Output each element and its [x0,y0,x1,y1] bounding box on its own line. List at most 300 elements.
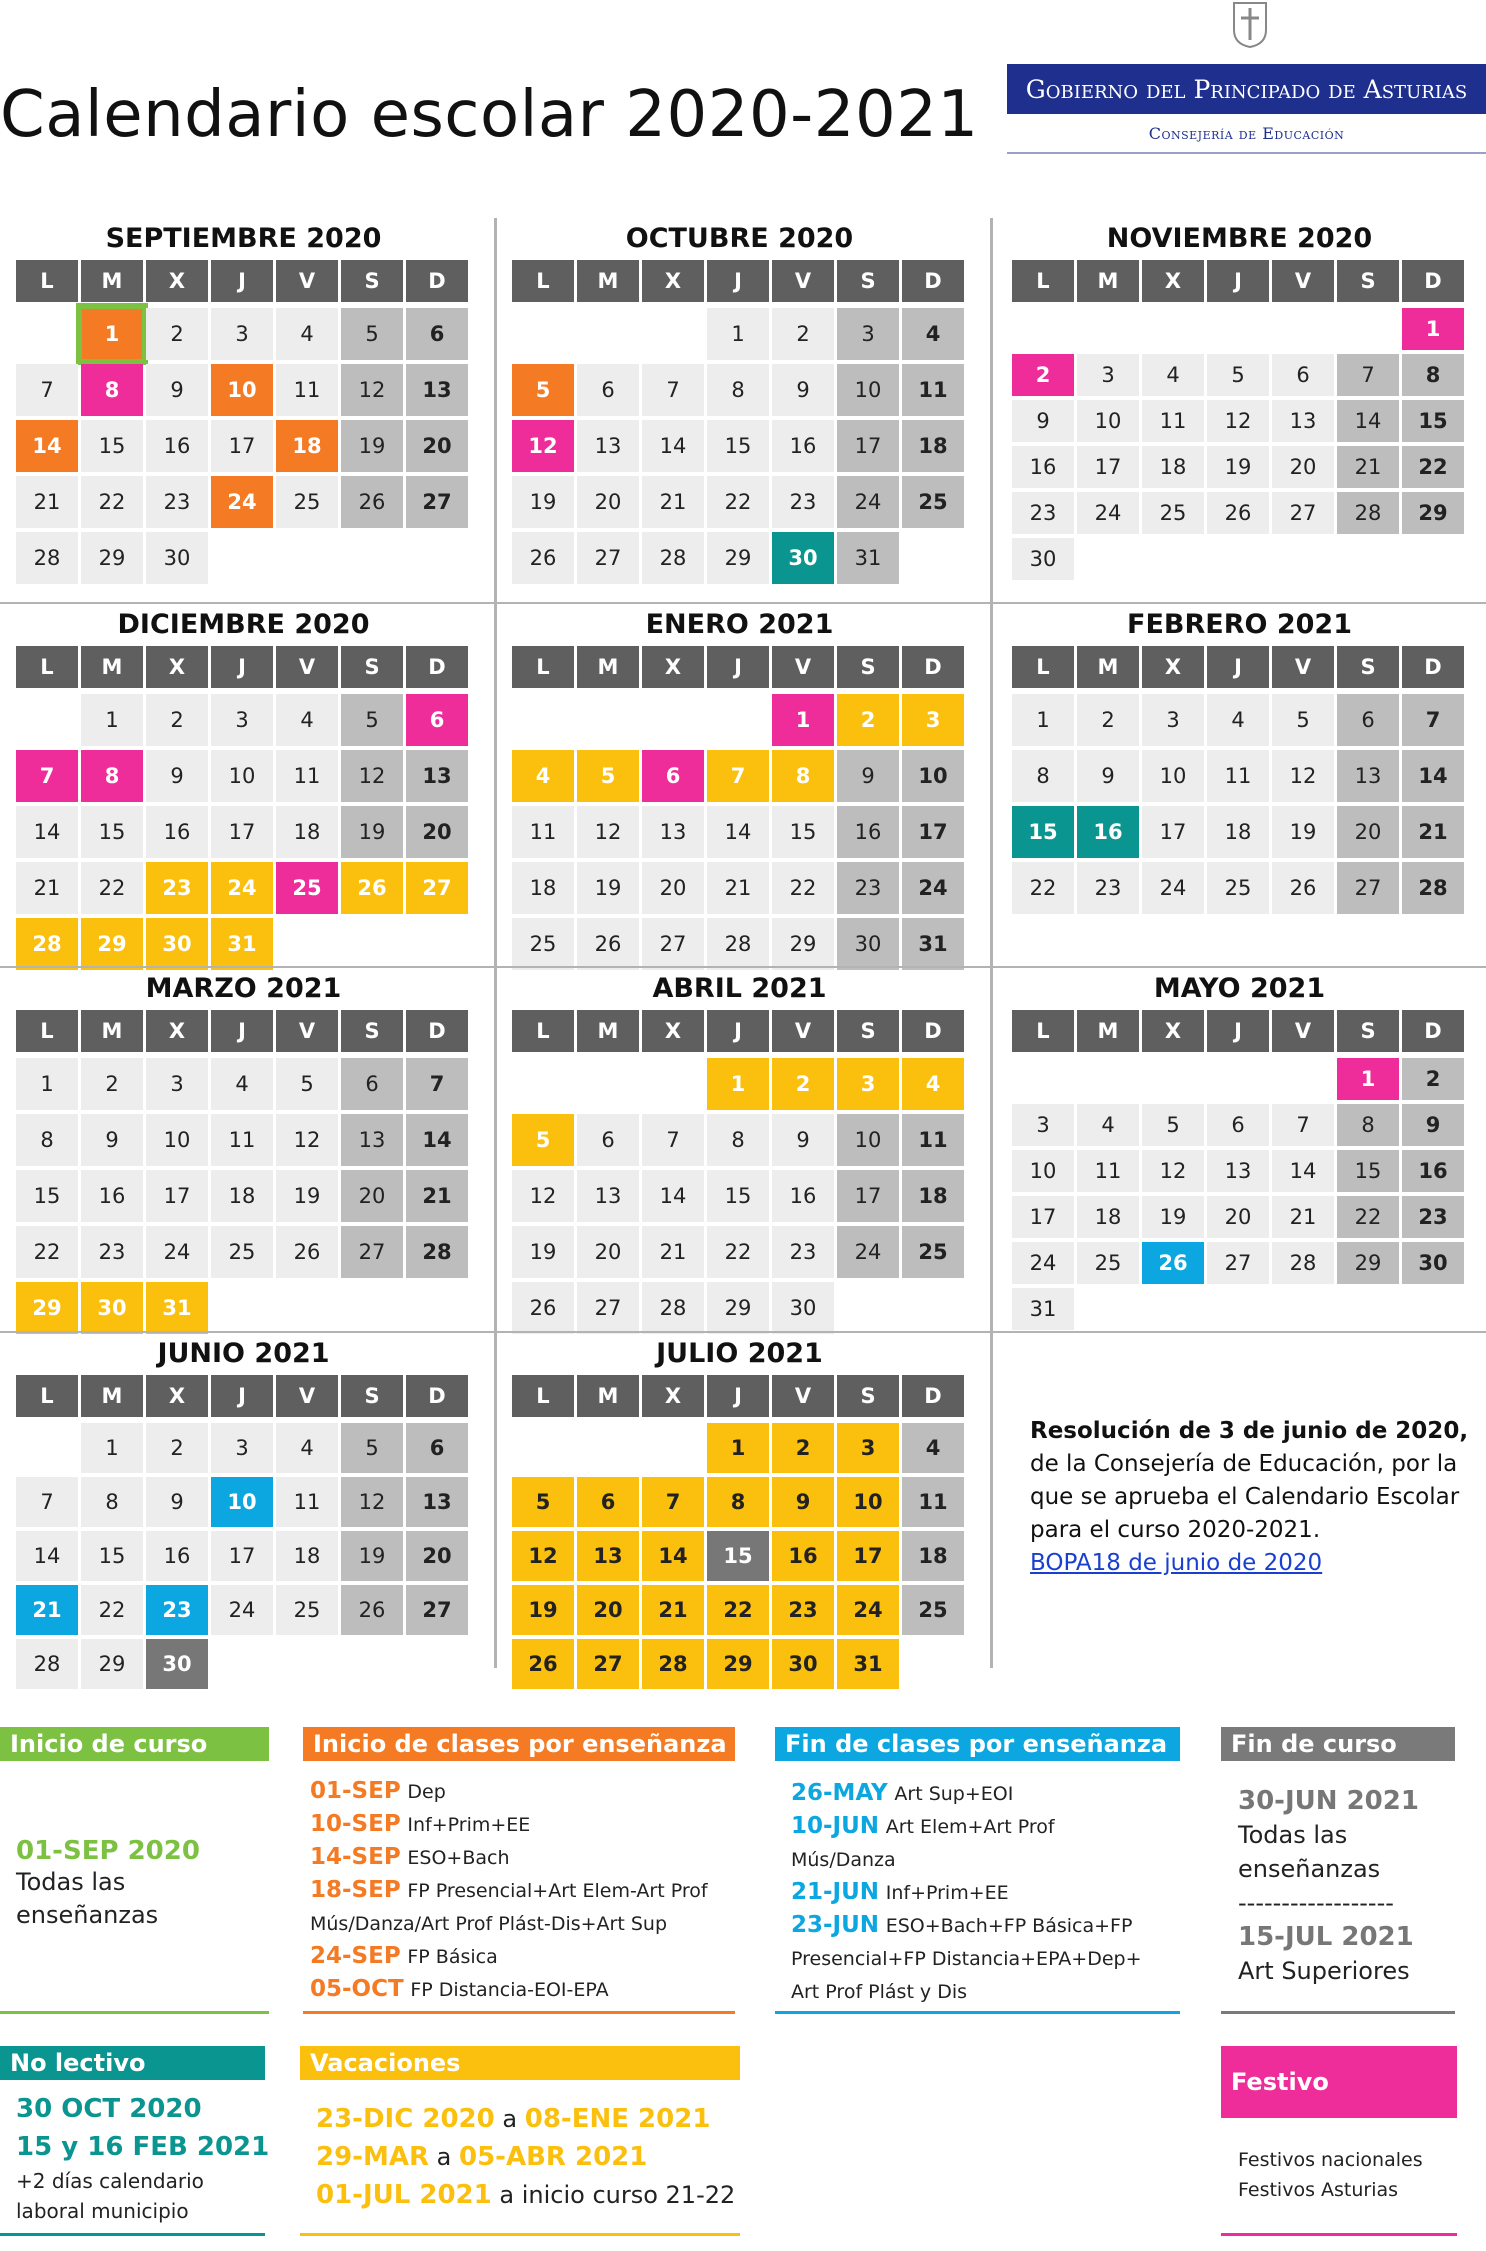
day-cell: 17 [211,420,273,472]
legend-fin-curso-head: Fin de curso [1221,1727,1455,1761]
weekday-header: J [707,1010,769,1052]
day-cell: 19 [341,806,403,858]
day-cell: 22 [81,476,143,528]
weekday-header: S [1337,1010,1399,1052]
day-cell: 12 [1207,400,1269,442]
day-cell: 3 [1142,694,1204,746]
day-cell: 20 [1337,806,1399,858]
weekday-header: V [772,1010,834,1052]
day-cell: 30 [146,918,208,970]
day-cell: 30 [1402,1242,1464,1284]
legend-desc: Art Prof Plást y Dis [791,1981,968,2003]
legend-inicio-clases-line [303,2011,735,2014]
weekday-header: D [406,260,468,302]
weekday-header: J [211,260,273,302]
day-cell: 25 [1077,1242,1139,1284]
day-cell: 1 [1402,308,1464,350]
bopa-link[interactable]: BOPA18 de junio de 2020 [1030,1550,1323,1576]
vacaciones-date2a: 29-MAR [316,2142,429,2172]
legend-vacaciones-line [300,2233,740,2236]
weekday-header: V [1272,646,1334,688]
day-cell: 19 [577,862,639,914]
day-cell: 29 [81,918,143,970]
weekday-header: D [1402,646,1464,688]
legend-fin-curso-line [1221,2011,1455,2014]
day-cell: 10 [837,364,899,416]
day-cell: 13 [577,1531,639,1581]
fin-curso-text1: Todas las [1238,1821,1348,1849]
day-cell: 11 [902,364,964,416]
weekday-header: D [406,1010,468,1052]
day-cell: 29 [81,532,143,584]
day-cell: 11 [512,806,574,858]
day-cell: 16 [772,420,834,472]
day-cell: 15 [81,806,143,858]
day-cell: 19 [512,1226,574,1278]
legend-desc: Mús/Danza/Art Prof Plást-Dis+Art Sup [310,1913,668,1935]
weekday-header: S [837,1375,899,1417]
legend-fin-clases-head: Fin de clases por enseñanza [775,1727,1180,1761]
day-cell: 27 [1337,862,1399,914]
day-cell: 31 [837,1639,899,1689]
weekday-header: J [707,1375,769,1417]
day-cell: 16 [1012,446,1074,488]
day-cell: 1 [772,694,834,746]
inicio-curso-text1: Todas las [16,1868,126,1896]
day-cell: 19 [1272,806,1334,858]
month-title: DICIEMBRE 2020 [117,609,370,640]
weekday-header: D [902,646,964,688]
day-cell: 5 [276,1058,338,1110]
day-cell: 9 [772,1477,834,1527]
legend-list-row [791,1975,1142,2008]
day-cell: 1 [16,1058,78,1110]
day-cell: 12 [341,750,403,802]
day-cell: 14 [1272,1150,1334,1192]
grid-divider [0,602,1486,604]
day-cell: 31 [1012,1288,1074,1330]
no-lectivo-date1: 30 OCT 2020 [16,2094,202,2124]
day-cell: 7 [406,1058,468,1110]
day-cell: 21 [1272,1196,1334,1238]
weekday-header: D [406,646,468,688]
day-cell: 8 [81,1477,143,1527]
day-cell: 13 [1207,1150,1269,1192]
legend-inicio-curso-line [0,2011,269,2014]
fin-curso-date2: 15-JUL 2021 [1238,1922,1414,1952]
weekday-header: J [211,646,273,688]
day-cell: 8 [772,750,834,802]
legend-inicio-curso-head: Inicio de curso [0,1727,269,1761]
day-cell: 18 [1142,446,1204,488]
day-cell: 4 [902,308,964,360]
day-cell: 6 [406,1423,468,1473]
legend-desc: ESO+Bach+FP Básica+FP [885,1915,1133,1937]
day-cell: 2 [837,694,899,746]
day-cell: 16 [146,1531,208,1581]
fin-curso-text3: Art Superiores [1238,1957,1410,1985]
day-cell: 22 [81,1585,143,1635]
legend-date: 18-SEP [310,1877,401,1903]
day-cell: 28 [1272,1242,1334,1284]
day-cell: 24 [837,1226,899,1278]
day-cell: 4 [276,694,338,746]
day-cell: 5 [577,750,639,802]
day-cell: 25 [276,1585,338,1635]
day-cell: 10 [837,1114,899,1166]
day-cell: 15 [707,420,769,472]
day-cell: 22 [1402,446,1464,488]
day-cell: 27 [406,862,468,914]
header-divider [1007,152,1486,154]
day-cell: 27 [577,1639,639,1689]
day-cell: 10 [146,1114,208,1166]
day-cell: 27 [1272,492,1334,534]
weekday-header: X [146,260,208,302]
day-cell: 13 [406,750,468,802]
day-cell: 23 [772,1226,834,1278]
day-cell: 14 [642,1531,704,1581]
weekday-header: S [341,260,403,302]
day-cell: 16 [772,1531,834,1581]
month-title: JULIO 2021 [656,1338,823,1369]
day-cell: 2 [772,1423,834,1473]
day-cell: 17 [146,1170,208,1222]
day-cell: 2 [1402,1058,1464,1100]
day-cell: 1 [81,1423,143,1473]
weekday-header: D [1402,260,1464,302]
weekday-header: L [16,260,78,302]
weekday-header: J [1207,1010,1269,1052]
day-cell: 24 [1142,862,1204,914]
weekday-header: D [406,1375,468,1417]
day-cell: 15 [772,806,834,858]
day-cell: 2 [1012,354,1074,396]
weekday-header: X [642,1375,704,1417]
festivo-text1: Festivos nacionales [1238,2149,1423,2171]
day-cell: 13 [642,806,704,858]
weekday-header: X [1142,646,1204,688]
day-cell: 18 [276,806,338,858]
legend-festivo-line [1221,2233,1457,2236]
day-cell: 8 [707,364,769,416]
day-cell: 26 [1142,1242,1204,1284]
day-cell: 24 [1012,1242,1074,1284]
legend-date: 26-MAY [791,1780,888,1806]
vacaciones-date1b: 08-ENE 2021 [524,2104,711,2134]
day-cell: 18 [276,1531,338,1581]
day-cell: 19 [276,1170,338,1222]
weekday-header: L [1012,646,1074,688]
day-cell: 6 [406,694,468,746]
weekday-header: X [146,646,208,688]
day-cell: 11 [276,750,338,802]
day-cell: 23 [81,1226,143,1278]
vacaciones-text3: a inicio curso 21-22 [499,2181,736,2209]
day-cell: 15 [707,1531,769,1581]
day-cell: 16 [146,806,208,858]
day-cell: 15 [1012,806,1074,858]
day-cell: 28 [16,918,78,970]
day-cell: 10 [902,750,964,802]
weekday-header: V [772,1375,834,1417]
vacaciones-row1 [316,2100,735,2138]
day-cell: 4 [512,750,574,802]
weekday-header: L [16,1010,78,1052]
day-cell: 9 [837,750,899,802]
day-cell: 21 [642,476,704,528]
day-cell: 9 [146,364,208,416]
day-cell: 6 [1207,1104,1269,1146]
month-title: ABRIL 2021 [652,973,827,1004]
day-cell: 13 [341,1114,403,1166]
day-cell: 10 [211,364,273,416]
weekday-header: L [512,646,574,688]
legend-inicio-curso [0,1727,269,1761]
day-cell: 15 [81,1531,143,1581]
day-cell: 29 [707,1282,769,1334]
day-cell: 7 [642,364,704,416]
day-cell: 19 [1142,1196,1204,1238]
day-cell: 20 [577,476,639,528]
day-cell: 11 [902,1477,964,1527]
day-cell: 21 [1337,446,1399,488]
day-cell: 28 [642,1282,704,1334]
day-cell: 5 [341,1423,403,1473]
day-cell: 16 [1402,1150,1464,1192]
month-title: MARZO 2021 [145,973,342,1004]
weekday-header: S [837,646,899,688]
weekday-header: J [707,260,769,302]
day-cell: 19 [341,1531,403,1581]
weekday-header: X [642,646,704,688]
legend-list-row [310,1775,708,1808]
day-cell: 3 [837,1058,899,1110]
month-title: NOVIEMBRE 2020 [1106,223,1373,254]
legend-no-lectivo-head: No lectivo [0,2046,265,2080]
legend-list-row [310,1874,708,1907]
legend-date: 01-SEP [310,1778,401,1804]
day-cell: 8 [1402,354,1464,396]
legend-list-row [791,1876,1142,1909]
day-cell: 31 [837,532,899,584]
day-cell: 24 [211,1585,273,1635]
day-cell: 18 [1207,806,1269,858]
day-cell: 26 [276,1226,338,1278]
day-cell: 16 [1077,806,1139,858]
day-cell: 22 [81,862,143,914]
weekday-header: V [276,646,338,688]
weekday-header: X [146,1010,208,1052]
weekday-header: V [772,646,834,688]
day-cell: 26 [1207,492,1269,534]
day-cell: 14 [707,806,769,858]
weekday-header: J [211,1375,273,1417]
day-cell: 10 [211,1477,273,1527]
day-cell: 4 [902,1423,964,1473]
day-cell: 21 [16,1585,78,1635]
day-cell: 11 [276,364,338,416]
day-cell: 3 [1077,354,1139,396]
day-cell: 17 [211,1531,273,1581]
day-cell: 4 [276,308,338,360]
grid-divider [0,1331,1486,1333]
day-cell: 30 [1012,538,1074,580]
day-cell: 31 [902,918,964,970]
day-cell: 9 [146,1477,208,1527]
weekday-header: X [1142,260,1204,302]
day-cell: 7 [1337,354,1399,396]
day-cell: 17 [211,806,273,858]
legend-date: 05-OCT [310,1976,404,2002]
day-cell: 9 [772,364,834,416]
day-cell: 12 [1272,750,1334,802]
day-cell: 20 [1272,446,1334,488]
day-cell: 12 [577,806,639,858]
day-cell: 12 [512,1170,574,1222]
legend-fin-curso [1221,1727,1455,1761]
day-cell: 2 [772,308,834,360]
month-title: OCTUBRE 2020 [625,223,854,254]
day-cell: 22 [707,1585,769,1635]
day-cell: 30 [81,1282,143,1334]
month-title: FEBRERO 2021 [1127,609,1352,640]
weekday-header: V [276,1375,338,1417]
weekday-header: V [1272,1010,1334,1052]
legend-list-row [310,1973,708,2006]
day-cell: 22 [707,476,769,528]
vacaciones-sep2: a [436,2143,452,2171]
day-cell: 25 [1142,492,1204,534]
day-cell: 30 [837,918,899,970]
day-cell: 15 [81,420,143,472]
weekday-header: X [642,1010,704,1052]
day-cell: 19 [512,476,574,528]
grid-divider [0,966,1486,968]
day-cell: 17 [902,806,964,858]
day-cell: 10 [211,750,273,802]
day-cell: 13 [577,420,639,472]
day-cell: 3 [211,308,273,360]
day-cell: 18 [211,1170,273,1222]
day-cell: 12 [276,1114,338,1166]
day-cell: 24 [146,1226,208,1278]
legend-fin-clases-line [775,2011,1180,2014]
day-cell: 19 [512,1585,574,1635]
weekday-header: M [81,1010,143,1052]
legend-desc: Inf+Prim+EE [885,1882,1009,1904]
weekday-header: M [1077,646,1139,688]
day-cell: 21 [1402,806,1464,858]
day-cell: 29 [1337,1242,1399,1284]
day-cell: 4 [1207,694,1269,746]
day-cell: 20 [577,1226,639,1278]
day-cell: 24 [1077,492,1139,534]
month-title: SEPTIEMBRE 2020 [105,223,382,254]
day-cell: 11 [211,1114,273,1166]
day-cell: 6 [577,1114,639,1166]
day-cell: 4 [1142,354,1204,396]
day-cell: 2 [146,694,208,746]
day-cell: 2 [81,1058,143,1110]
day-cell: 11 [1207,750,1269,802]
day-cell: 11 [902,1114,964,1166]
day-cell: 20 [341,1170,403,1222]
day-cell: 18 [902,420,964,472]
day-cell: 1 [707,1058,769,1110]
day-cell: 12 [512,420,574,472]
day-cell: 29 [707,1639,769,1689]
weekday-header: L [1012,260,1074,302]
inicio-curso-text2: enseñanzas [16,1901,159,1929]
legend-desc: Inf+Prim+EE [407,1814,531,1836]
day-cell: 5 [341,694,403,746]
day-cell: 25 [276,862,338,914]
legend-list-row [791,1843,1142,1876]
month-title: JUNIO 2021 [157,1338,330,1369]
day-cell: 28 [707,918,769,970]
legend-desc: FP Básica [407,1946,498,1968]
day-cell: 17 [1012,1196,1074,1238]
day-cell: 23 [772,1585,834,1635]
day-cell: 28 [1337,492,1399,534]
weekday-header: D [1402,1010,1464,1052]
day-cell: 14 [16,420,78,472]
vacaciones-sep1: a [502,2105,518,2133]
month-title: ENERO 2021 [645,609,834,640]
day-cell: 10 [1012,1150,1074,1192]
day-cell: 8 [81,750,143,802]
day-cell: 15 [1402,400,1464,442]
weekday-header: M [81,260,143,302]
legend-festivo [1221,2046,1457,2118]
day-cell: 23 [1012,492,1074,534]
day-cell: 26 [512,532,574,584]
day-cell: 26 [1272,862,1334,914]
day-cell: 30 [772,532,834,584]
weekday-header: V [276,1010,338,1052]
day-cell: 4 [1077,1104,1139,1146]
day-cell: 9 [1077,750,1139,802]
day-cell: 16 [81,1170,143,1222]
day-cell: 1 [81,694,143,746]
day-cell: 21 [16,862,78,914]
vacaciones-row2 [316,2138,735,2176]
day-cell: 30 [146,1639,208,1689]
day-cell: 2 [146,308,208,360]
day-cell: 12 [512,1531,574,1581]
day-cell: 29 [81,1639,143,1689]
fin-curso-separator: ------------------ [1238,1889,1394,1917]
day-cell: 25 [276,476,338,528]
day-cell: 25 [902,476,964,528]
day-cell: 11 [1077,1150,1139,1192]
day-cell: 11 [276,1477,338,1527]
day-cell: 27 [1207,1242,1269,1284]
day-cell: 5 [1142,1104,1204,1146]
day-cell: 23 [146,862,208,914]
festivo-text2: Festivos Asturias [1238,2179,1399,2201]
day-cell: 23 [146,1585,208,1635]
weekday-header: M [1077,1010,1139,1052]
weekday-header: L [16,646,78,688]
day-cell: 22 [16,1226,78,1278]
day-cell: 9 [1402,1104,1464,1146]
day-cell: 13 [406,1477,468,1527]
day-cell: 26 [341,862,403,914]
day-cell: 2 [1077,694,1139,746]
day-cell: 9 [1012,400,1074,442]
